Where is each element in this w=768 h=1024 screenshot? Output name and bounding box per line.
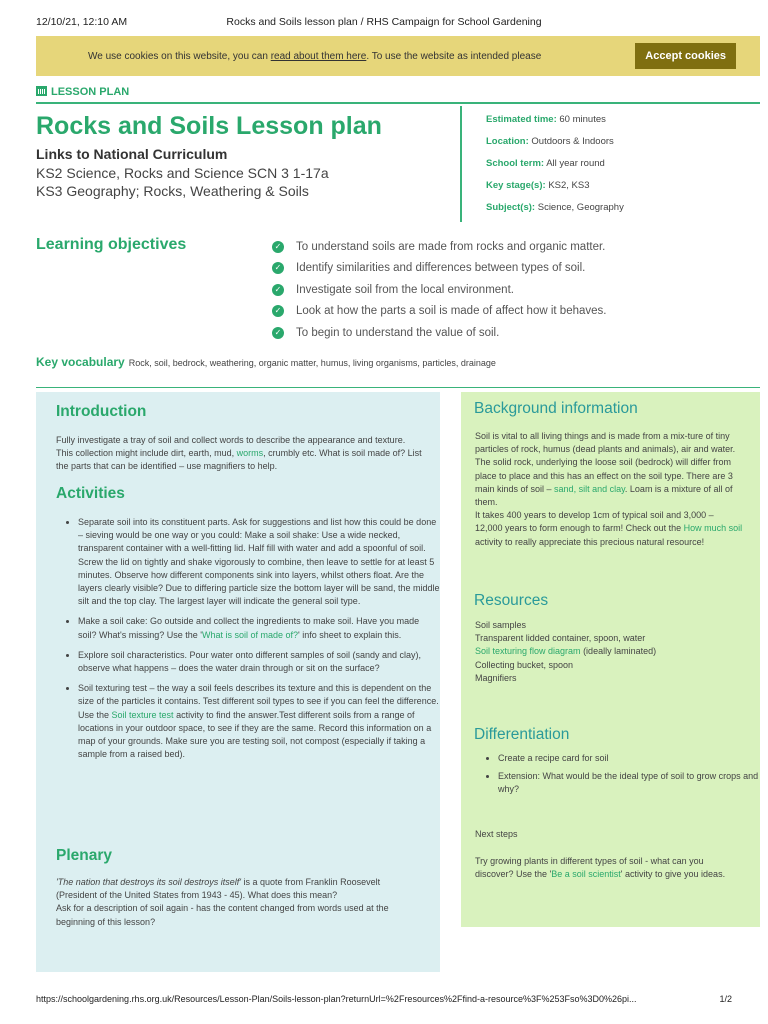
page-number: 1/2 <box>719 994 732 1004</box>
activity-item: • Separate soil into its constituent parts. Ask for suggestions and list how this could be done – sieving would be one way or you could: Make a soil shake: Use a wide necked, transparent container with a well-fitting lid. Half fill with water and add a spoonful of soil. Screw the lid on tightly and shake vigorously to combine, then leave to settle for at least 5 minutes. Observe how different components sink into layers, whilst others float. Are the layers clearly visible? Due to differing particle size the bottom layer will be sand, the middle silt and the top clay. The largest layer will indicate the general soil type. <box>78 516 440 608</box>
differentiation-item: • Create a recipe card for soil <box>498 752 760 765</box>
objective-item: ✓ Identify similarities and differences between types of soil. <box>272 258 606 280</box>
objectives-title: Learning objectives <box>36 236 187 253</box>
curriculum-line: KS2 Science, Rocks and Science SCN 3 1-17a <box>36 165 329 181</box>
print-datetime: 12/10/21, 12:10 AM <box>36 16 128 28</box>
lesson-meta <box>460 106 762 222</box>
how-much-soil-link[interactable]: How much soil <box>683 523 743 534</box>
resources-list <box>475 619 743 685</box>
divider <box>36 387 760 388</box>
introduction-title: Introduction <box>56 403 147 420</box>
introduction-text: Fully investigate a tray of soil and collect words to describe the appearance and texture. This collection might include dirt, earth, mud, worms, crumbly etc. What is soil made of? List the parts that can be identified – use magnifiers to help. <box>56 435 422 472</box>
meta-row: Key stage(s): KS2, KS3 <box>486 180 590 191</box>
lesson-plan-label: LESSON PLAN <box>36 86 129 98</box>
activity-item: • Explore soil characteristics. Pour water onto different samples of soil (sandy and clay), observe what happens – does the water drain through or sit on the surface? <box>78 649 440 675</box>
vocab-words: Rock, soil, bedrock, weathering, organic matter, humus, living organisms, particles, drainage <box>128 358 496 368</box>
plenary-title: Plenary <box>56 847 113 864</box>
meta-row: Subject(s): Science, Geography <box>486 202 624 213</box>
resource-item: Transparent lidded container, spoon, water <box>475 633 646 644</box>
page-title: Rocks and Soils Lesson plan <box>36 112 382 140</box>
check-icon: ✓ <box>272 241 284 253</box>
resource-item: Collecting bucket, spoon <box>475 659 574 670</box>
cookie-banner <box>36 36 760 76</box>
meta-row: Estimated time: 60 minutes <box>486 114 606 125</box>
page-url: https://schoolgardening.rhs.org.uk/Resources/Lesson-Plan/Soils-lesson-plan?returnUrl=%2Fresources%2Ffind-a-resource%3F%253Fso%3D0%26pi... <box>36 994 637 1004</box>
objectives-list <box>272 236 606 344</box>
differentiation-list <box>480 752 760 802</box>
curriculum-line: KS3 Geography; Rocks, Weathering & Soils <box>36 183 309 199</box>
check-icon: ✓ <box>272 305 284 317</box>
what-is-soil-link[interactable]: What is soil of made of? <box>201 629 299 640</box>
key-vocabulary: Key vocabulary Rock, soil, bedrock, weathering, organic matter, humus, living organisms, particles, drainage <box>36 355 496 369</box>
resource-item: Soil texturing flow diagram (ideally laminated) <box>475 646 657 657</box>
activities-list <box>60 516 440 768</box>
worms-link[interactable]: worms <box>236 448 264 459</box>
resource-item: Magnifiers <box>475 672 517 683</box>
objective-item: ✓ To begin to understand the value of soil. <box>272 322 606 344</box>
soil-texture-test-link[interactable]: Soil texture test <box>111 709 174 720</box>
accept-cookies-button[interactable]: Accept cookies <box>635 43 736 69</box>
differentiation-title: Differentiation <box>474 726 570 743</box>
activity-item: • Make a soil cake: Go outside and collect the ingredients to make soil. Have you made soil? What's missing? Use the 'What is soil of made of?' info sheet to explain this. <box>78 615 440 641</box>
resource-item: Soil samples <box>475 620 527 630</box>
background-title: Background information <box>474 400 638 417</box>
resources-title: Resources <box>474 592 549 609</box>
objective-item: ✓ Look at how the parts a soil is made of affect how it behaves. <box>272 301 606 323</box>
activities-title: Activities <box>56 485 125 502</box>
objective-item: ✓ Investigate soil from the local environment. <box>272 279 606 301</box>
background-text: Soil is vital to all living things and is made from a mix-ture of tiny particles of rock, humus (dead plants and animals), air and water. The solid rock, underlying the loose soil (bedrock) will differ from place to place and this has an effect on the soil type. There are 3 main kinds of soil – sand, silt and clay. Loam is a mixture of all of them. It takes 400 years to develop 1cm of typical soil and 3,000 – 12,000 years to form enough to farm! Check out the How much soil activity to really appreciate this precious natural resource! <box>475 431 743 547</box>
flow-diagram-link[interactable]: Soil texturing flow diagram <box>475 646 581 657</box>
next-steps-text: Try growing plants in different types of soil - what can you discover? Use the 'Be a soil scientist' activity to give you ideas. <box>475 856 726 880</box>
sand-silt-clay-link[interactable]: sand, silt and clay <box>554 483 625 494</box>
divider <box>36 102 760 104</box>
plenary-text: 'The nation that destroys its soil destroys itself' is a quote from Franklin Roosevelt (President of the United States from 1943 - 45). What does this mean? Ask for a description of soil again - has the content changed from words used at the beginning of this lesson? <box>56 877 389 927</box>
check-icon: ✓ <box>272 284 284 296</box>
check-icon: ✓ <box>272 262 284 274</box>
objective-item: ✓ To understand soils are made from rocks and organic matter. <box>272 236 606 258</box>
meta-row: School term: All year round <box>486 158 605 169</box>
activity-item: • Soil texturing test – the way a soil feels describes its texture and this is dependent on the size of the particles it contains. Test different soil types to see if you can feel the difference. Use the Soil texture test activity to find the answer.Test different soils from a range of locations in your outdoor space, to see if they are the same. Record this information on a map of your grounds. Make sure you are testing soil, not compost (especially if taking a sample from a raised bed). <box>78 682 440 761</box>
differentiation-item: • Extension: What would be the ideal type of soil to grow crops and why? <box>498 770 760 796</box>
cookie-link[interactable]: read about them here <box>270 51 367 62</box>
links-heading: Links to National Curriculum <box>36 146 228 162</box>
calendar-icon <box>36 86 47 96</box>
check-icon: ✓ <box>272 327 284 339</box>
print-doc-title: Rocks and Soils lesson plan / RHS Campaign for School Gardening <box>226 16 542 28</box>
cookie-message: We use cookies on this website, you can read about them here. To use the website as intended please <box>88 51 542 62</box>
meta-row: Location: Outdoors & Indoors <box>486 136 614 147</box>
soil-scientist-link[interactable]: Be a soil scientist <box>551 869 621 880</box>
next-steps-label: Next steps <box>475 829 518 839</box>
